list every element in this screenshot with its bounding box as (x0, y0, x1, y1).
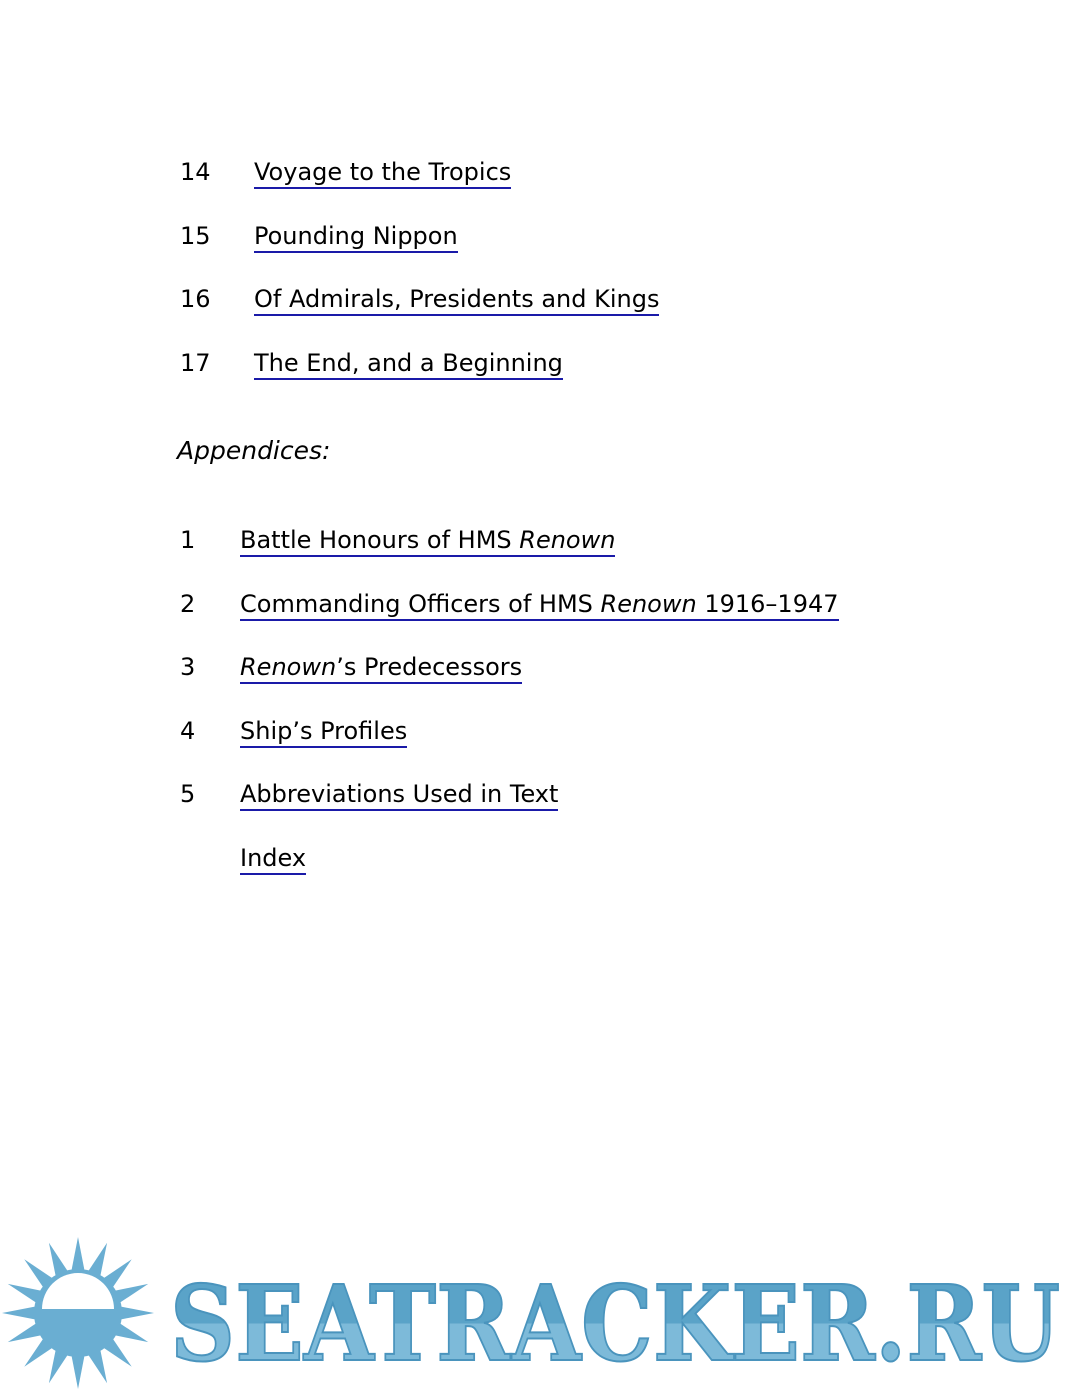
appendix-number: 2 (180, 590, 196, 618)
appendix-number: 4 (180, 717, 196, 745)
link-text: 1916–1947 (696, 590, 839, 618)
watermark-text: SEATRACKER.RU (170, 1262, 1060, 1385)
chapter-number: 17 (180, 349, 211, 377)
seatracker-watermark (0, 1230, 1080, 1397)
ship-name: Renown (240, 653, 337, 681)
chapter-link[interactable]: The End, and a Beginning (254, 348, 563, 380)
appendices-heading: Appendices: (177, 436, 331, 465)
appendix-number: 3 (180, 653, 196, 681)
appendix-link[interactable] (240, 779, 558, 811)
index-link[interactable] (240, 843, 306, 875)
link-text: Index (240, 844, 307, 872)
link-text: Commanding Officers of HMS (240, 590, 601, 618)
link-text: Battle Honours of HMS (240, 526, 520, 554)
chapter-link[interactable]: Pounding Nippon (254, 221, 458, 253)
appendix-number: 1 (180, 526, 196, 554)
appendix-link[interactable] (240, 589, 839, 621)
link-text: ’s Predecessors (336, 653, 523, 681)
chapter-number: 14 (180, 158, 211, 186)
chapter-link[interactable]: Voyage to the Tropics (254, 157, 511, 189)
ship-name: Renown (600, 590, 697, 618)
appendix-link[interactable] (240, 525, 615, 557)
appendix-link[interactable] (240, 716, 407, 748)
chapter-link[interactable]: Of Admirals, Presidents and Kings (254, 284, 659, 316)
appendix-link[interactable] (240, 652, 522, 684)
appendix-number: 5 (180, 780, 196, 808)
chapter-number: 16 (180, 285, 211, 313)
ship-name: Renown (519, 526, 616, 554)
link-text: Abbreviations Used in Text (240, 780, 559, 808)
link-text: Ship’s Profiles (240, 717, 408, 745)
chapter-number: 15 (180, 222, 211, 250)
sun-logo-icon (2, 1237, 154, 1389)
